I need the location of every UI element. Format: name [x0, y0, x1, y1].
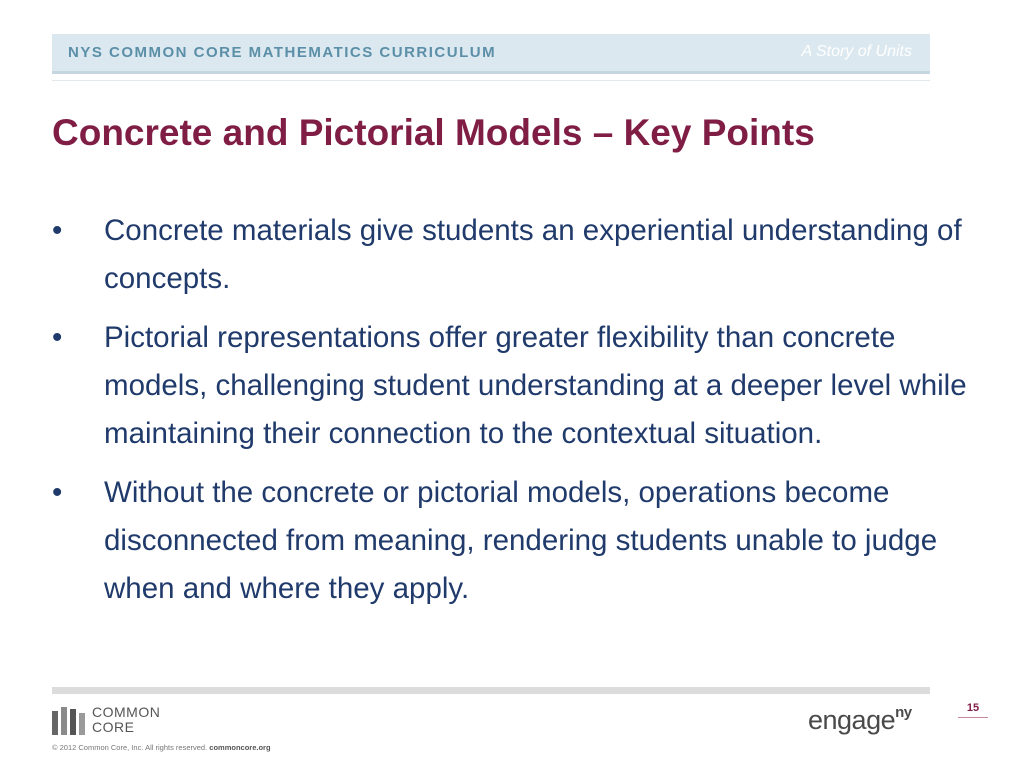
engage-sup: ny [895, 704, 912, 721]
footer-divider [52, 687, 930, 694]
copyright-notice [52, 743, 271, 752]
bullet-text: Without the concrete or pictorial models, operations become disconnected from meaning, rendering students unable to judge when and where they apply. [104, 476, 938, 605]
list-item [52, 314, 972, 458]
slide-title: Concrete and Pictorial Models – Key Points [52, 112, 815, 153]
list-item [52, 469, 972, 613]
series-label: A Story of Units [801, 43, 912, 60]
logo-line-1: COMMON [92, 704, 161, 720]
copyright-text: © 2012 Common Core, Inc. All rights reserved. [52, 743, 208, 752]
curriculum-label: NYS COMMON CORE MATHEMATICS CURRICULUM [68, 44, 497, 61]
common-core-logo [52, 705, 182, 737]
bullet-icon: • [52, 476, 63, 509]
common-core-wordmark [92, 705, 160, 735]
bullet-icon: • [52, 214, 63, 247]
logo-line-2: CORE [92, 719, 135, 735]
common-core-logo-icon [52, 707, 88, 735]
header-bar [52, 34, 930, 74]
list-item [52, 207, 972, 303]
bullet-text: Concrete materials give students an experiential understanding of concepts. [104, 214, 962, 295]
key-points-list [52, 207, 972, 624]
header-divider [52, 80, 930, 81]
bullet-icon: • [52, 321, 63, 354]
engage-text: engage [808, 705, 896, 735]
copyright-link[interactable]: commoncore.org [209, 743, 271, 752]
engage-ny-logo [808, 704, 912, 736]
page-number: 15 [958, 702, 988, 718]
bullet-text: Pictorial representations offer greater flexibility than concrete models, challenging student understanding at a deeper level while maintaining their connection to the contextual situation. [104, 321, 967, 450]
